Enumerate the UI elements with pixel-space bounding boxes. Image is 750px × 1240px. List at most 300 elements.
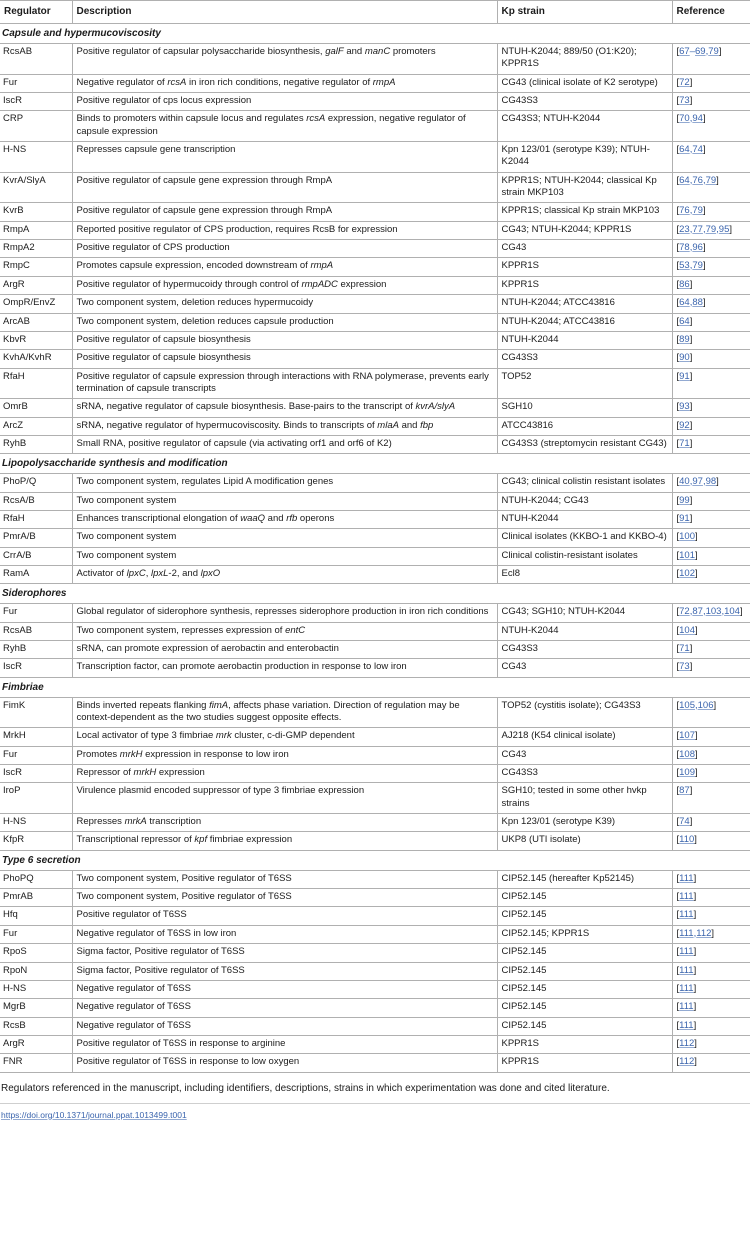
reference-link[interactable]: 76 bbox=[679, 205, 690, 217]
regulator-cell: Fur bbox=[0, 74, 72, 92]
regulator-cell: OmrB bbox=[0, 399, 72, 417]
strain-cell: CG43; SGH10; NTUH-K2044 bbox=[497, 604, 672, 622]
reference-link[interactable]: 109 bbox=[679, 767, 695, 779]
description-cell: Activator of lpxC, lpxL-2, and lpxO bbox=[72, 565, 497, 583]
regulator-cell: IscR bbox=[0, 659, 72, 677]
table-row bbox=[0, 1054, 750, 1072]
reference-link[interactable]: 70 bbox=[679, 113, 690, 125]
table-row bbox=[0, 93, 750, 111]
regulator-cell: KvrB bbox=[0, 203, 72, 221]
strain-cell: NTUH-K2044; ATCC43816 bbox=[497, 313, 672, 331]
strain-cell: KPPR1S; NTUH-K2044; classical Kp strain MKP103 bbox=[497, 172, 672, 203]
reference-cell: [110] bbox=[672, 832, 750, 850]
reference-cell: [71] bbox=[672, 435, 750, 453]
strain-cell: CG43; NTUH-K2044; KPPR1S bbox=[497, 221, 672, 239]
strain-cell: NTUH-K2044 bbox=[497, 331, 672, 349]
reference-cell: [73] bbox=[672, 93, 750, 111]
reference-link[interactable]: 23 bbox=[679, 223, 690, 235]
regulator-cell: RfaH bbox=[0, 368, 72, 399]
reference-link[interactable]: 111 bbox=[679, 909, 694, 921]
col-header-description: Description bbox=[72, 1, 497, 24]
reference-cell: [101] bbox=[672, 547, 750, 565]
description-cell: Negative regulator of T6SS in low iron bbox=[72, 925, 497, 943]
strain-cell: Clinical isolates (KKBO-1 and KKBO-4) bbox=[497, 529, 672, 547]
reference-separator: , bbox=[702, 476, 706, 488]
table-row bbox=[0, 980, 750, 998]
reference-cell: [111,112] bbox=[672, 925, 750, 943]
reference-link[interactable]: 89 bbox=[679, 333, 690, 345]
strain-cell: UKP8 (UTI isolate) bbox=[497, 832, 672, 850]
description-cell: Local activator of type 3 fimbriae mrk cluster, c-di-GMP dependent bbox=[72, 728, 497, 746]
reference-link[interactable]: 71 bbox=[679, 643, 690, 654]
strain-cell: CIP52.145 bbox=[497, 980, 672, 998]
reference-cell: [93] bbox=[672, 399, 750, 417]
regulator-cell: RyhB bbox=[0, 435, 72, 453]
description-cell: Two component system, Positive regulator of T6SS bbox=[72, 889, 497, 907]
regulator-cell: H-NS bbox=[0, 814, 72, 832]
section-header-row bbox=[0, 454, 750, 474]
reference-cell: [86] bbox=[672, 276, 750, 294]
regulator-cell: FimK bbox=[0, 697, 72, 728]
table-row bbox=[0, 142, 750, 173]
reference-separator: , bbox=[689, 223, 693, 235]
strain-cell: CG43S3 bbox=[497, 765, 672, 783]
strain-cell: CG43; clinical colistin resistant isolates bbox=[497, 474, 672, 492]
reference-cell: [104] bbox=[672, 622, 750, 640]
description-cell: Global regulator of siderophore synthesis, represses siderophore production in iron rich conditions bbox=[72, 604, 497, 622]
description-cell: sRNA, negative regulator of capsule biosynthesis. Base-pairs to the transcript of kvrA/slyA bbox=[72, 399, 497, 417]
description-cell: Positive regulator of capsule biosynthesis bbox=[72, 350, 497, 368]
table-row bbox=[0, 1017, 750, 1035]
reference-link[interactable]: 72 bbox=[679, 76, 690, 88]
description-cell: Two component system bbox=[72, 547, 497, 565]
table-row bbox=[0, 44, 750, 75]
regulator-cell: FNR bbox=[0, 1054, 72, 1072]
reference-separator: , bbox=[702, 606, 706, 618]
reference-link[interactable]: 64 bbox=[679, 144, 690, 156]
reference-link[interactable]: 98 bbox=[705, 476, 717, 488]
description-cell: Positive regulator of hypermucoidy through control of rmpADC expression bbox=[72, 276, 497, 294]
reference-separator: , bbox=[689, 205, 693, 217]
reference-separator: , bbox=[689, 476, 693, 488]
description-cell: Virulence plasmid encoded suppressor of type 3 fimbriae expression bbox=[72, 783, 497, 814]
section-title: Siderophores bbox=[0, 584, 750, 604]
strain-cell: CIP52.145 bbox=[497, 889, 672, 907]
reference-cell: [89] bbox=[672, 331, 750, 349]
regulator-cell: ArgR bbox=[0, 276, 72, 294]
regulator-cell: H-NS bbox=[0, 142, 72, 173]
reference-link[interactable]: 64 bbox=[679, 297, 690, 309]
table-row bbox=[0, 547, 750, 565]
reference-cell: [23,77,79,95] bbox=[672, 221, 750, 239]
regulator-cell: ArcAB bbox=[0, 313, 72, 331]
section-header-row bbox=[0, 584, 750, 604]
description-cell: Promotes mrkH expression in response to low iron bbox=[72, 746, 497, 764]
regulator-cell: Fur bbox=[0, 746, 72, 764]
reference-cell: [109] bbox=[672, 765, 750, 783]
regulator-cell: OmpR/EnvZ bbox=[0, 295, 72, 313]
header-row bbox=[0, 1, 750, 24]
reference-separator: , bbox=[702, 223, 706, 235]
reference-separator: , bbox=[702, 174, 706, 186]
regulator-cell: IscR bbox=[0, 93, 72, 111]
reference-link[interactable]: 71 bbox=[679, 437, 690, 449]
regulator-cell: PmrA/B bbox=[0, 529, 72, 547]
reference-link[interactable]: 104 bbox=[724, 606, 740, 618]
reference-cell: [112] bbox=[672, 1035, 750, 1053]
table-row bbox=[0, 832, 750, 850]
table-row bbox=[0, 962, 750, 980]
regulator-cell: ArcZ bbox=[0, 417, 72, 435]
section-header-row bbox=[0, 677, 750, 697]
reference-link[interactable]: 91 bbox=[679, 512, 690, 524]
reference-link[interactable]: 72 bbox=[679, 606, 690, 618]
reference-cell: [108] bbox=[672, 746, 750, 764]
reference-link[interactable]: 53 bbox=[679, 260, 690, 272]
description-cell: Negative regulator of T6SS bbox=[72, 999, 497, 1017]
strain-cell: CG43 (clinical isolate of K2 serotype) bbox=[497, 74, 672, 92]
table-row bbox=[0, 295, 750, 313]
reference-separator: , bbox=[689, 297, 693, 309]
reference-link[interactable]: 64 bbox=[679, 174, 690, 186]
table-row bbox=[0, 814, 750, 832]
reference-link[interactable]: 73 bbox=[679, 661, 690, 673]
description-cell: Two component system bbox=[72, 529, 497, 547]
reference-link[interactable]: 101 bbox=[679, 549, 695, 561]
reference-link[interactable]: 111 bbox=[679, 982, 694, 994]
description-cell: Enhances transcriptional elongation of waaQ and rfb operons bbox=[72, 510, 497, 528]
reference-link[interactable]: 79 bbox=[705, 223, 717, 235]
table-row bbox=[0, 172, 750, 203]
reference-separator: , bbox=[689, 113, 693, 125]
description-cell: Repressor of mrkH expression bbox=[72, 765, 497, 783]
reference-separator: , bbox=[721, 606, 725, 618]
reference-cell: [91] bbox=[672, 368, 750, 399]
doi-link[interactable]: https://doi.org/10.1371/journal.ppat.1013499.t001 bbox=[1, 1109, 187, 1120]
reference-link[interactable]: 103 bbox=[705, 606, 722, 618]
reference-link[interactable]: 74 bbox=[679, 816, 690, 828]
reference-link[interactable]: 99 bbox=[679, 494, 690, 506]
reference-link[interactable]: 111 bbox=[679, 891, 694, 903]
reference-cell: [100] bbox=[672, 529, 750, 547]
reference-link[interactable]: 69 bbox=[695, 46, 706, 57]
reference-link[interactable]: 79 bbox=[705, 174, 717, 186]
description-cell: Two component system, deletion reduces hypermucoidy bbox=[72, 295, 497, 313]
strain-cell: KPPR1S bbox=[497, 276, 672, 294]
regulator-cell: PhoP/Q bbox=[0, 474, 72, 492]
reference-link[interactable]: 96 bbox=[692, 242, 703, 254]
table-row bbox=[0, 313, 750, 331]
reference-link[interactable]: 90 bbox=[679, 352, 690, 364]
reference-link[interactable]: 105 bbox=[679, 699, 695, 711]
reference-cell: [111] bbox=[672, 944, 750, 962]
strain-cell: CG43S3 (streptomycin resistant CG43) bbox=[497, 435, 672, 453]
reference-link[interactable]: 100 bbox=[679, 531, 695, 543]
description-cell: sRNA, negative regulator of hypermucoviscosity. Binds to transcripts of mlaA and fbp bbox=[72, 417, 497, 435]
table-caption: Regulators referenced in the manuscript, including identifiers, descriptions, strains in which experimentation was done and cited literature. bbox=[1, 1082, 610, 1094]
description-cell: Two component system bbox=[72, 492, 497, 510]
table-row bbox=[0, 746, 750, 764]
regulator-cell: IroP bbox=[0, 783, 72, 814]
strain-cell: Kpn 123/01 (serotype K39); NTUH-K2044 bbox=[497, 142, 672, 173]
regulator-cell: RmpA2 bbox=[0, 240, 72, 258]
reference-link[interactable]: 111 bbox=[679, 927, 694, 939]
strain-cell: CIP52.145 bbox=[497, 907, 672, 925]
regulator-cell: RcsB bbox=[0, 1017, 72, 1035]
table-row bbox=[0, 1035, 750, 1053]
table-row bbox=[0, 870, 750, 888]
reference-link[interactable]: 88 bbox=[692, 297, 703, 309]
reference-link[interactable]: 111 bbox=[679, 1001, 694, 1013]
regulator-cell: PhoPQ bbox=[0, 870, 72, 888]
regulator-cell: KbvR bbox=[0, 331, 72, 349]
regulator-cell: CrrA/B bbox=[0, 547, 72, 565]
reference-link[interactable]: 94 bbox=[692, 113, 703, 125]
description-cell: sRNA, can promote expression of aerobactin and enterobactin bbox=[72, 641, 497, 659]
table-row bbox=[0, 221, 750, 239]
regulator-cell: H-NS bbox=[0, 980, 72, 998]
table-row bbox=[0, 697, 750, 728]
reference-link[interactable]: 86 bbox=[679, 278, 690, 290]
description-cell: Positive regulator of capsule expression through interactions with RNA polymerase, prevents early termination of capsule transcripts bbox=[72, 368, 497, 399]
reference-link[interactable]: 111 bbox=[679, 946, 694, 958]
description-cell: Transcription factor, can promote aerobactin production in response to low iron bbox=[72, 659, 497, 677]
table-row bbox=[0, 659, 750, 677]
reference-cell: [71] bbox=[672, 641, 750, 659]
reference-link[interactable]: 74 bbox=[692, 144, 703, 156]
reference-cell: [72] bbox=[672, 74, 750, 92]
reference-separator: – bbox=[689, 46, 696, 57]
reference-link[interactable]: 104 bbox=[679, 624, 695, 636]
reference-separator: , bbox=[695, 699, 698, 711]
reference-link[interactable]: 95 bbox=[718, 223, 730, 235]
table-row bbox=[0, 510, 750, 528]
table-row bbox=[0, 276, 750, 294]
strain-cell: TOP52 (cystitis isolate); CG43S3 bbox=[497, 697, 672, 728]
reference-link[interactable]: 112 bbox=[679, 1037, 695, 1049]
reference-link[interactable]: 79 bbox=[708, 46, 719, 57]
table-row bbox=[0, 622, 750, 640]
reference-cell: [53,79] bbox=[672, 258, 750, 276]
reference-cell: [87] bbox=[672, 783, 750, 814]
description-cell: Represses mrkA transcription bbox=[72, 814, 497, 832]
regulator-cell: IscR bbox=[0, 765, 72, 783]
reference-cell: [64,88] bbox=[672, 295, 750, 313]
reference-link[interactable]: 79 bbox=[692, 260, 703, 272]
reference-separator: , bbox=[689, 174, 693, 186]
strain-cell: CG43 bbox=[497, 659, 672, 677]
reference-link[interactable]: 92 bbox=[679, 419, 690, 431]
reference-link[interactable]: 67 bbox=[679, 46, 690, 57]
description-cell: Positive regulator of capsule biosynthesis bbox=[72, 331, 497, 349]
description-cell: Sigma factor, Positive regulator of T6SS bbox=[72, 944, 497, 962]
regulator-cell: RfaH bbox=[0, 510, 72, 528]
regulator-cell: RyhB bbox=[0, 641, 72, 659]
strain-cell: Kpn 123/01 (serotype K39) bbox=[497, 814, 672, 832]
reference-cell: [91] bbox=[672, 510, 750, 528]
regulator-cell: RpoS bbox=[0, 944, 72, 962]
reference-link[interactable]: 91 bbox=[679, 370, 690, 382]
description-cell: Promotes capsule expression, encoded downstream of rmpA bbox=[72, 258, 497, 276]
table-row bbox=[0, 765, 750, 783]
reference-link[interactable]: 64 bbox=[679, 315, 690, 327]
strain-cell: CIP52.145 bbox=[497, 944, 672, 962]
strain-cell: CG43S3 bbox=[497, 641, 672, 659]
strain-cell: CIP52.145 bbox=[497, 1017, 672, 1035]
table-row bbox=[0, 529, 750, 547]
strain-cell: NTUH-K2044 bbox=[497, 622, 672, 640]
strain-cell: Clinical colistin-resistant isolates bbox=[497, 547, 672, 565]
reference-link[interactable]: 97 bbox=[692, 476, 703, 488]
reference-link[interactable]: 107 bbox=[679, 730, 695, 742]
reference-link[interactable]: 106 bbox=[697, 699, 714, 711]
strain-cell: CG43S3 bbox=[497, 93, 672, 111]
table-row bbox=[0, 399, 750, 417]
description-cell: Two component system, represses expression of entC bbox=[72, 622, 497, 640]
regulator-cell: RmpA bbox=[0, 221, 72, 239]
col-header-kp-strain: Kp strain bbox=[497, 1, 672, 24]
reference-link[interactable]: 77 bbox=[692, 223, 703, 235]
strain-cell: KPPR1S bbox=[497, 258, 672, 276]
reference-cell: [112] bbox=[672, 1054, 750, 1072]
table-row bbox=[0, 565, 750, 583]
col-header-reference: Reference bbox=[672, 1, 750, 24]
reference-link[interactable]: 112 bbox=[679, 1056, 695, 1068]
regulator-cell: RcsA/B bbox=[0, 492, 72, 510]
description-cell: Positive regulator of T6SS in response to low oxygen bbox=[72, 1054, 497, 1072]
reference-link[interactable]: 108 bbox=[679, 748, 695, 760]
reference-cell: [92] bbox=[672, 417, 750, 435]
reference-link[interactable]: 40 bbox=[679, 476, 690, 488]
table-row bbox=[0, 728, 750, 746]
reference-link[interactable]: 111 bbox=[679, 964, 694, 976]
strain-cell: KPPR1S; classical Kp strain MKP103 bbox=[497, 203, 672, 221]
reference-link[interactable]: 87 bbox=[679, 785, 690, 797]
reference-cell: [111] bbox=[672, 980, 750, 998]
reference-link[interactable]: 110 bbox=[679, 834, 695, 846]
reference-link[interactable]: 112 bbox=[696, 927, 712, 939]
table-row bbox=[0, 74, 750, 92]
description-cell: Reported positive regulator of CPS production, requires RcsB for expression bbox=[72, 221, 497, 239]
reference-link[interactable]: 111 bbox=[679, 1019, 694, 1031]
strain-cell: CIP52.145 bbox=[497, 999, 672, 1017]
regulator-cell: KfpR bbox=[0, 832, 72, 850]
table-row bbox=[0, 203, 750, 221]
reference-link[interactable]: 93 bbox=[679, 401, 690, 413]
reference-cell: [67–69,79] bbox=[672, 44, 750, 75]
description-cell: Represses capsule gene transcription bbox=[72, 142, 497, 173]
regulator-cell: MrkH bbox=[0, 728, 72, 746]
table-row bbox=[0, 925, 750, 943]
strain-cell: CG43 bbox=[497, 746, 672, 764]
description-cell: Positive regulator of capsule gene expression through RmpA bbox=[72, 172, 497, 203]
reference-cell: [111] bbox=[672, 870, 750, 888]
regulator-cell: Fur bbox=[0, 604, 72, 622]
description-cell: Positive regulator of capsular polysaccharide biosynthesis, galF and manC promoters bbox=[72, 44, 497, 75]
col-header-regulator: Regulator bbox=[0, 1, 72, 24]
reference-cell: [90] bbox=[672, 350, 750, 368]
regulator-cell: CRP bbox=[0, 111, 72, 142]
strain-cell: KPPR1S bbox=[497, 1035, 672, 1053]
reference-cell: [74] bbox=[672, 814, 750, 832]
reference-cell: [64,76,79] bbox=[672, 172, 750, 203]
strain-cell: Ecl8 bbox=[497, 565, 672, 583]
description-cell: Negative regulator of rcsA in iron rich conditions, negative regulator of rmpA bbox=[72, 74, 497, 92]
strain-cell: NTUH-K2044; 889/50 (O1:K20); KPPR1S bbox=[497, 44, 672, 75]
reference-cell: [78,96] bbox=[672, 240, 750, 258]
regulator-cell: KvrA/SlyA bbox=[0, 172, 72, 203]
reference-link[interactable]: 111 bbox=[679, 872, 694, 884]
reference-cell: [64] bbox=[672, 313, 750, 331]
reference-cell: [111] bbox=[672, 962, 750, 980]
reference-cell: [40,97,98] bbox=[672, 474, 750, 492]
section-header-row bbox=[0, 24, 750, 44]
reference-link[interactable]: 79 bbox=[692, 205, 703, 217]
section-title: Fimbriae bbox=[0, 677, 750, 697]
description-cell: Binds inverted repeats flanking fimA, affects phase variation. Direction of regulation may be context-dependent as the two studies suggest opposite effects. bbox=[72, 697, 497, 728]
section-title: Capsule and hypermucoviscosity bbox=[0, 24, 750, 44]
reference-link[interactable]: 87 bbox=[692, 606, 703, 618]
reference-link[interactable]: 78 bbox=[679, 242, 690, 254]
table-row bbox=[0, 350, 750, 368]
reference-link[interactable]: 73 bbox=[679, 95, 690, 107]
regulator-cell: RmpC bbox=[0, 258, 72, 276]
regulator-cell: RcsAB bbox=[0, 622, 72, 640]
reference-separator: , bbox=[689, 144, 693, 156]
description-cell: Negative regulator of T6SS bbox=[72, 980, 497, 998]
section-header-row bbox=[0, 850, 750, 870]
reference-cell: [107] bbox=[672, 728, 750, 746]
table-row bbox=[0, 368, 750, 399]
reference-link[interactable]: 102 bbox=[679, 567, 695, 579]
description-cell: Two component system, Positive regulator of T6SS bbox=[72, 870, 497, 888]
reference-separator: , bbox=[689, 260, 693, 272]
strain-cell: TOP52 bbox=[497, 368, 672, 399]
reference-link[interactable]: 76 bbox=[692, 174, 703, 186]
table-row bbox=[0, 258, 750, 276]
strain-cell: CG43S3; NTUH-K2044 bbox=[497, 111, 672, 142]
reference-cell: [102] bbox=[672, 565, 750, 583]
strain-cell: CIP52.145; KPPR1S bbox=[497, 925, 672, 943]
strain-cell: CG43S3 bbox=[497, 350, 672, 368]
reference-cell: [111] bbox=[672, 999, 750, 1017]
description-cell: Negative regulator of T6SS bbox=[72, 1017, 497, 1035]
section-title: Lipopolysaccharide synthesis and modification bbox=[0, 454, 750, 474]
regulator-cell: MgrB bbox=[0, 999, 72, 1017]
description-cell: Two component system, deletion reduces capsule production bbox=[72, 313, 497, 331]
regulator-cell: Hfq bbox=[0, 907, 72, 925]
strain-cell: CIP52.145 bbox=[497, 962, 672, 980]
reference-cell: [76,79] bbox=[672, 203, 750, 221]
table-row bbox=[0, 111, 750, 142]
footer-divider bbox=[0, 1103, 750, 1104]
reference-separator: , bbox=[689, 606, 693, 618]
strain-cell: NTUH-K2044 bbox=[497, 510, 672, 528]
table-row bbox=[0, 907, 750, 925]
strain-cell: AJ218 (K54 clinical isolate) bbox=[497, 728, 672, 746]
description-cell: Binds to promoters within capsule locus and regulates rcsA expression, negative regulator of capsule expression bbox=[72, 111, 497, 142]
reference-separator: , bbox=[716, 223, 719, 235]
table-row bbox=[0, 474, 750, 492]
reference-cell: [111] bbox=[672, 907, 750, 925]
regulator-cell: KvhA/KvhR bbox=[0, 350, 72, 368]
strain-cell: SGH10; tested in some other hvkp strains bbox=[497, 783, 672, 814]
table-row bbox=[0, 641, 750, 659]
strain-cell: NTUH-K2044; CG43 bbox=[497, 492, 672, 510]
regulator-cell: RamA bbox=[0, 565, 72, 583]
reference-cell: [111] bbox=[672, 889, 750, 907]
strain-cell: NTUH-K2044; ATCC43816 bbox=[497, 295, 672, 313]
